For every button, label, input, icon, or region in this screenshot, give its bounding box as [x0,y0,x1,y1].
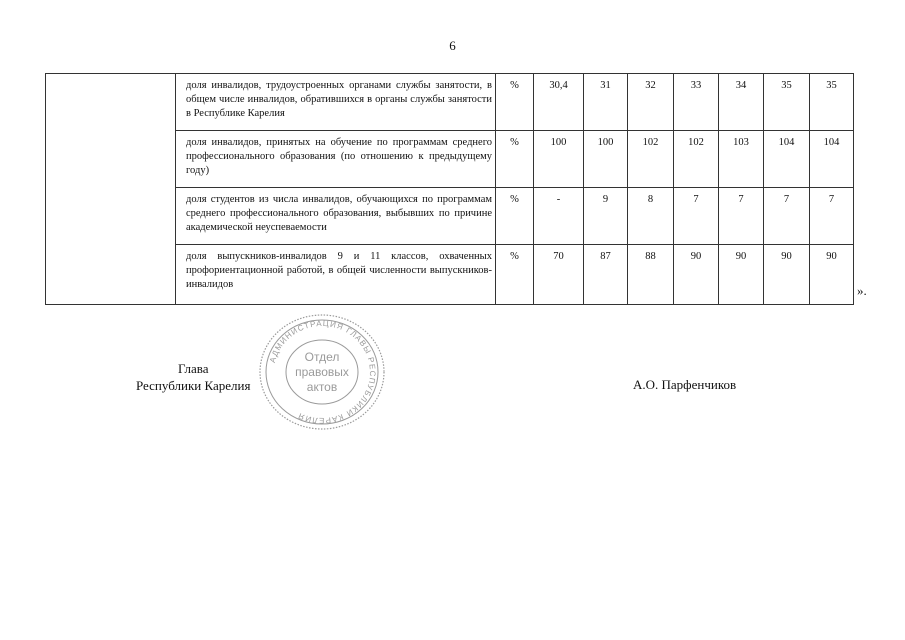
stamp-center-line3: актов [306,380,338,394]
value-cell: 103 [719,131,764,188]
table-row [46,74,854,131]
value-cell: 34 [719,74,764,131]
value-cell: 35 [810,74,854,131]
indicator-description: доля выпускников-инвалидов 9 и 11 классов, охваченных профориентационной работой, в общей численности выпускников-инвалидов [176,245,496,305]
signature-name: А.О. Парфенчиков [633,377,737,392]
unit-cell: % [496,74,534,131]
signature-title-line2: Республики Карелия [136,378,251,393]
value-cell: 88 [628,245,674,305]
stamp-center-line1: Отдел [304,350,340,364]
value-cell: 90 [719,245,764,305]
stamp-seal [258,313,386,431]
value-cell: 7 [674,188,719,245]
value-cell: 33 [674,74,719,131]
value-cell: 7 [764,188,810,245]
indicators-table [45,73,854,305]
value-cell: 35 [764,74,810,131]
blank-first-column-cell [46,74,176,305]
value-cell: 9 [584,188,628,245]
value-cell: 102 [674,131,719,188]
value-cell: 7 [810,188,854,245]
table-body [46,74,854,305]
value-cell: 30,4 [534,74,584,131]
unit-cell: % [496,245,534,305]
unit-cell: % [496,188,534,245]
value-cell: 32 [628,74,674,131]
signature-title [136,360,250,394]
value-cell: 70 [534,245,584,305]
value-cell: 7 [719,188,764,245]
value-cell: 104 [764,131,810,188]
signature-title-line1: Глава [177,361,209,376]
unit-cell: % [496,131,534,188]
value-cell: 90 [674,245,719,305]
indicator-description: доля инвалидов, принятых на обучение по программам среднего профессионального образования (по отношению к предыдущему году) [176,131,496,188]
stamp-ring-text: АДМИНИСТРАЦИЯ ГЛАВЫ РЕСПУБЛИКИ КАРЕЛИЯ [268,318,378,426]
stamp-center-line2: правовых [295,365,349,379]
indicator-description: доля инвалидов, трудоустроенных органами службы занятости, в общем числе инвалидов, обратившихся в органы службы занятости в Республике Карелия [176,74,496,131]
value-cell: - [534,188,584,245]
value-cell: 8 [628,188,674,245]
page-number: 6 [449,38,456,53]
value-cell: 100 [584,131,628,188]
value-cell: 100 [534,131,584,188]
value-cell: 104 [810,131,854,188]
indicator-description: доля студентов из числа инвалидов, обучающихся по программам среднего профессионального образования, выбывших по причине академической неуспеваемости [176,188,496,245]
value-cell: 31 [584,74,628,131]
value-cell: 90 [810,245,854,305]
value-cell: 87 [584,245,628,305]
value-cell: 90 [764,245,810,305]
closing-quote: ». [857,283,867,298]
value-cell: 102 [628,131,674,188]
